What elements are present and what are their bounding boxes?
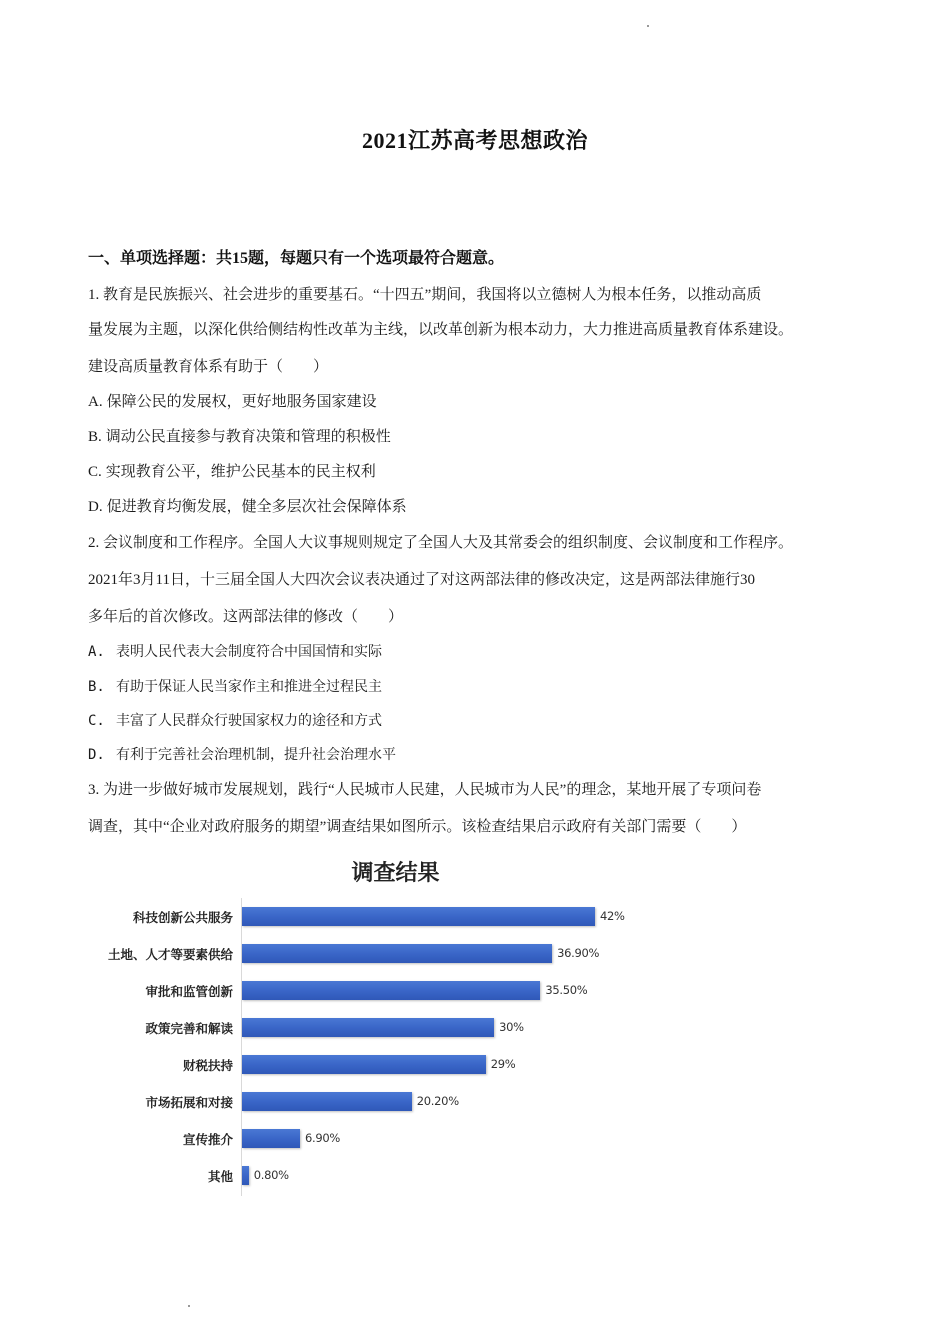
chart-bar bbox=[242, 944, 552, 963]
question-2-option-d bbox=[88, 744, 396, 764]
chart-value-label: 36.90% bbox=[557, 946, 600, 960]
chart-bar bbox=[242, 981, 540, 1000]
chart-category-label: 财税扶持 bbox=[182, 1058, 233, 1073]
question-2-stem-line-2: 2021年3月11日，十三届全国人大四次会议表决通过了对这两部法律的修改决定，这是两部法律施行30 bbox=[88, 572, 755, 588]
chart-bar bbox=[242, 1129, 300, 1148]
survey-results-bar-chart bbox=[88, 846, 643, 1204]
page-marker-dot bbox=[188, 1305, 190, 1307]
chart-title: 调查结果 bbox=[351, 861, 440, 886]
chart-bar-row bbox=[88, 944, 643, 964]
chart-bar-row bbox=[88, 1018, 643, 1038]
option-text: 保障公民的发展权，更好地服务国家建设 bbox=[106, 394, 377, 410]
chart-category-label: 其他 bbox=[207, 1169, 233, 1184]
chart-category-label: 市场拓展和对接 bbox=[145, 1095, 233, 1110]
chart-category-label: 土地、人才等要素供给 bbox=[107, 947, 233, 962]
chart-bar bbox=[242, 1018, 494, 1037]
chart-category-label: 政策完善和解读 bbox=[145, 1021, 233, 1036]
chart-bar-row bbox=[88, 1092, 643, 1112]
question-2-stem-line-3: 多年后的首次修改。这两部法律的修改（ ） bbox=[88, 609, 404, 625]
question-1-option-d bbox=[88, 495, 407, 516]
question-3-stem-line-2: 调查，其中“企业对政府服务的期望”调查结果如图所示。该检查结果启示政府有关部门需要（ ） bbox=[88, 819, 747, 835]
option-letter: D. bbox=[88, 747, 105, 763]
chart-bar bbox=[242, 907, 595, 926]
chart-bar-row bbox=[88, 907, 643, 927]
question-1-option-a bbox=[88, 390, 377, 411]
question-2-option-a bbox=[88, 641, 382, 661]
chart-value-label: 35.50% bbox=[545, 983, 588, 997]
option-text: 表明人民代表大会制度符合中国国情和实际 bbox=[116, 644, 382, 660]
option-letter: A. bbox=[88, 644, 105, 660]
option-text: 有助于保证人民当家作主和推进全过程民主 bbox=[116, 679, 382, 695]
section-heading: 一、单项选择题：共15题，每题只有一个选项最符合题意。 bbox=[88, 250, 505, 267]
chart-value-label: 20.20% bbox=[416, 1094, 459, 1108]
option-letter: C. bbox=[88, 464, 102, 480]
chart-bar bbox=[242, 1055, 486, 1074]
question-1-stem-line-2: 量发展为主题，以深化供给侧结构性改革为主线，以改革创新为根本动力，大力推进高质量教育体系建设。 bbox=[88, 322, 794, 338]
chart-value-label: 30% bbox=[499, 1020, 524, 1034]
option-letter: B. bbox=[88, 429, 102, 445]
option-letter: A. bbox=[88, 394, 103, 410]
chart-value-label: 29% bbox=[490, 1057, 516, 1071]
question-2-option-c bbox=[88, 710, 382, 730]
question-2-option-b bbox=[88, 676, 382, 696]
question-1-option-b bbox=[88, 425, 391, 446]
chart-bar-row bbox=[88, 1129, 643, 1149]
chart-category-label: 审批和监管创新 bbox=[145, 984, 233, 999]
option-letter: B. bbox=[88, 679, 105, 695]
option-letter: D. bbox=[88, 499, 103, 515]
option-text: 丰富了人民群众行驶国家权力的途径和方式 bbox=[116, 713, 382, 729]
chart-value-label: 6.90% bbox=[304, 1131, 341, 1145]
question-3-stem-line-1: 3. 为进一步做好城市发展规划，践行“人民城市人民建，人民城市为人民”的理念，某地开展了专项问卷 bbox=[88, 782, 762, 798]
chart-value-label: 42% bbox=[600, 909, 625, 923]
question-1-stem-line-1: 1. 教育是民族振兴、社会进步的重要基石。“十四五”期间，我国将以立德树人为根本任务，以推动高质 bbox=[88, 287, 762, 303]
option-text: 实现教育公平，维护公民基本的民主权利 bbox=[105, 464, 376, 480]
chart-bar-row bbox=[88, 1055, 643, 1075]
question-2-stem-line-1: 2. 会议制度和工作程序。全国人大议事规则规定了全国人大及其常委会的组织制度、会议制度和工作程序。 bbox=[88, 535, 794, 551]
option-text: 促进教育均衡发展，健全多层次社会保障体系 bbox=[106, 499, 407, 515]
chart-bar bbox=[242, 1092, 412, 1111]
question-1-option-c bbox=[88, 460, 376, 481]
chart-bar-row bbox=[88, 1166, 643, 1186]
document-title: 2021江苏高考思想政治 bbox=[361, 128, 588, 153]
page-marker-dot bbox=[647, 25, 649, 27]
option-text: 调动公民直接参与教育决策和管理的积极性 bbox=[105, 429, 391, 445]
chart-bar bbox=[242, 1166, 249, 1185]
chart-category-label: 科技创新公共服务 bbox=[132, 910, 233, 925]
chart-bar-row bbox=[88, 981, 643, 1001]
question-1-stem-line-3: 建设高质量教育体系有助于（ ） bbox=[88, 359, 329, 375]
chart-category-axis bbox=[241, 898, 242, 1196]
option-letter: C. bbox=[88, 713, 105, 729]
chart-value-label: 0.80% bbox=[253, 1168, 289, 1182]
chart-category-label: 宣传推介 bbox=[182, 1132, 233, 1147]
option-text: 有利于完善社会治理机制，提升社会治理水平 bbox=[116, 747, 396, 763]
